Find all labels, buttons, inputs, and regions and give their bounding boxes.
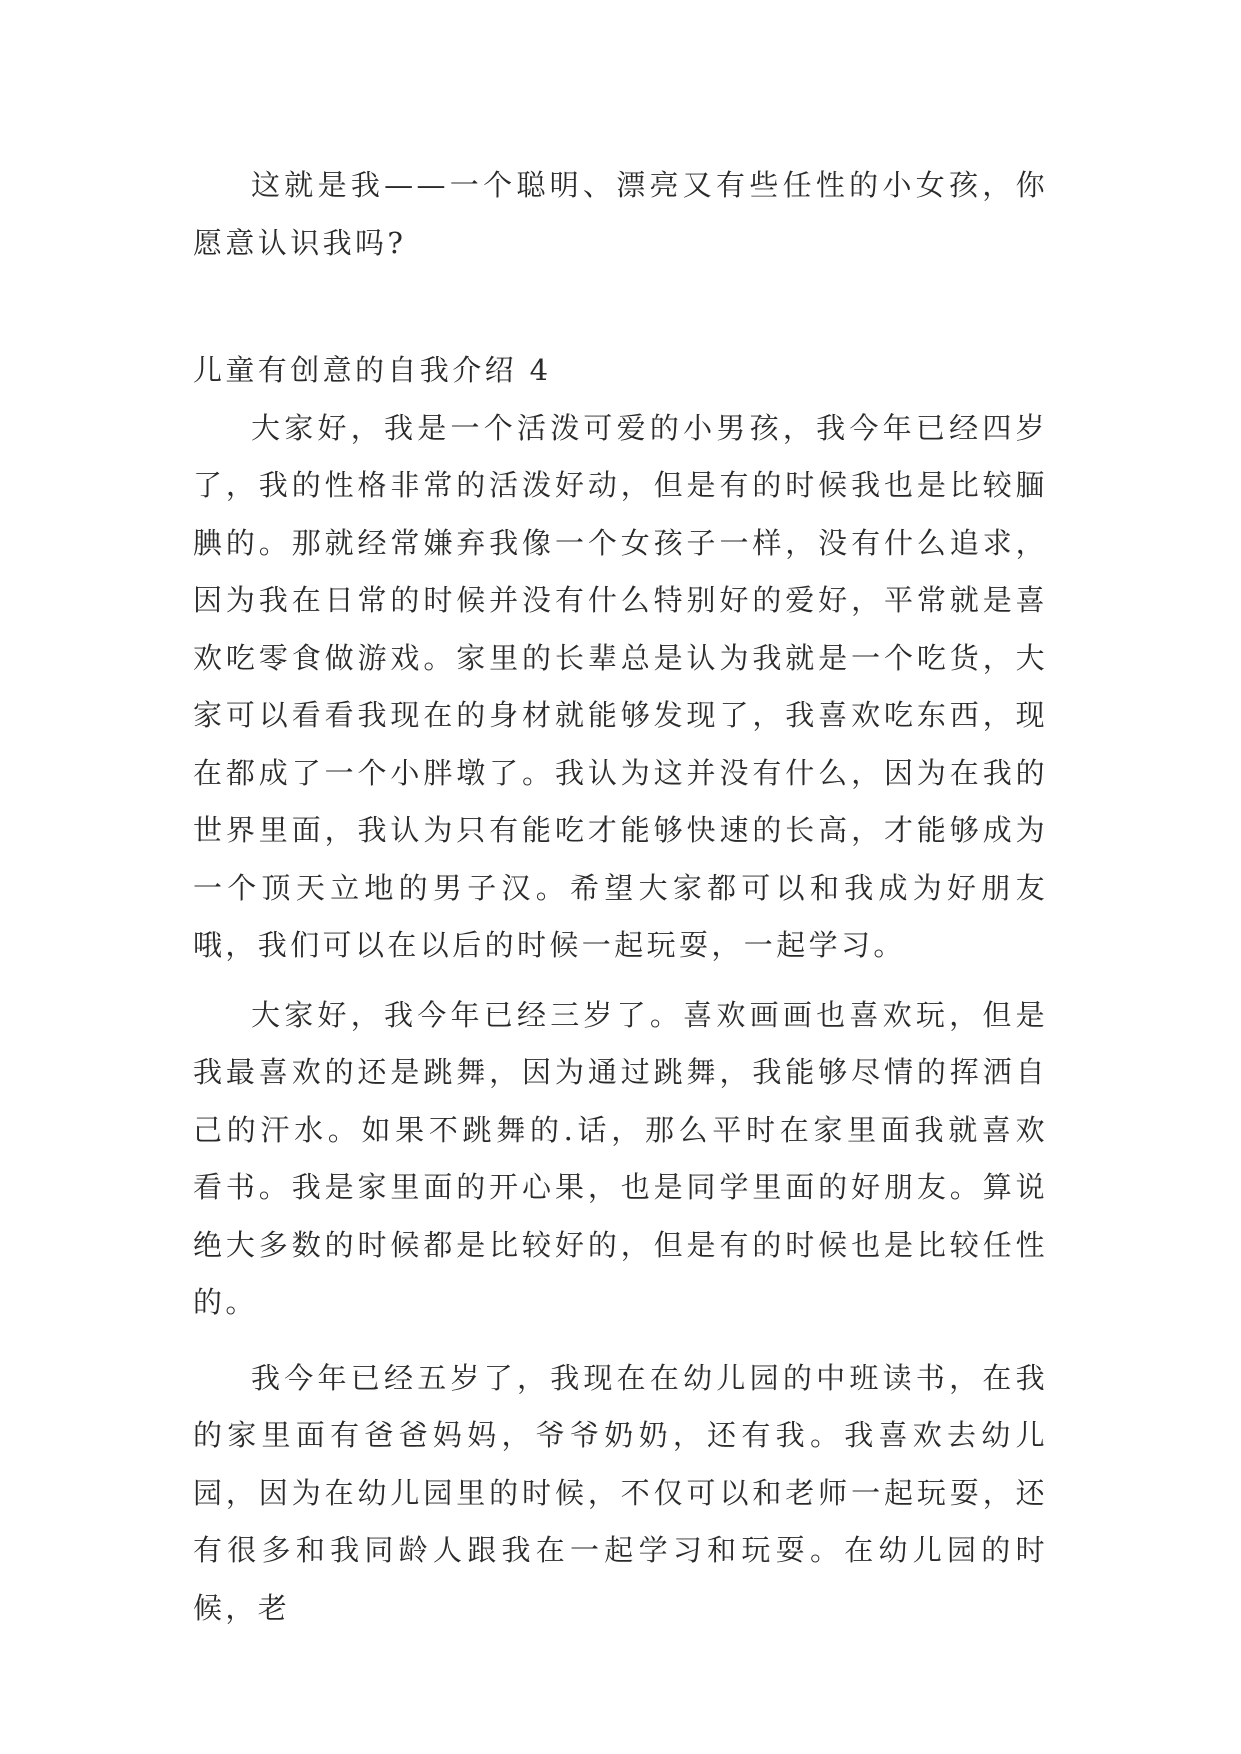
section-title: 儿童有创意的自我介绍 4 [193, 353, 552, 387]
document-body [193, 157, 1048, 1637]
body-paragraph-3: 我今年已经五岁了，我现在在幼儿园的中班读书，在我的家里面有爸爸妈妈，爷爷奶奶，还有我。我喜欢去幼儿园，因为在幼儿园里的时候，不仅可以和老师一起玩耍，还有很多和我同龄人跟我在一起学习和玩耍。在幼儿园的时候，老 [193, 1360, 1048, 1625]
intro-paragraph: 这就是我——一个聪明、漂亮又有些任性的小女孩，你愿意认识我吗? [193, 168, 1048, 260]
body-paragraph-2: 大家好，我今年已经三岁了。喜欢画画也喜欢玩，但是我最喜欢的还是跳舞，因为通过跳舞，我能够尽情的挥洒自己的汗水。如果不跳舞的.话，那么平时在家里面我就喜欢看书。我是家里面的开心果，也是同学里面的好朋友。算说绝大多数的时候都是比较好的，但是有的时候也是比较任性的。 [193, 997, 1048, 1319]
body-paragraph-1: 大家好，我是一个活泼可爱的小男孩，我今年已经四岁了，我的性格非常的活泼好动，但是有的时候我也是比较腼腆的。那就经常嫌弃我像一个女孩子一样，没有什么追求，因为我在日常的时候并没有什么特别好的爱好，平常就是喜欢吃零食做游戏。家里的长辈总是认为我就是一个吃货，大家可以看看我现在的身材就能够发现了，我喜欢吃东西，现在都成了一个小胖墩了。我认为这并没有什么，因为在我的世界里面，我认为只有能吃才能够快速的长高，才能够成为一个顶天立地的男子汉。希望大家都可以和我成为好朋友哦，我们可以在以后的时候一起玩耍，一起学习。 [193, 410, 1048, 962]
